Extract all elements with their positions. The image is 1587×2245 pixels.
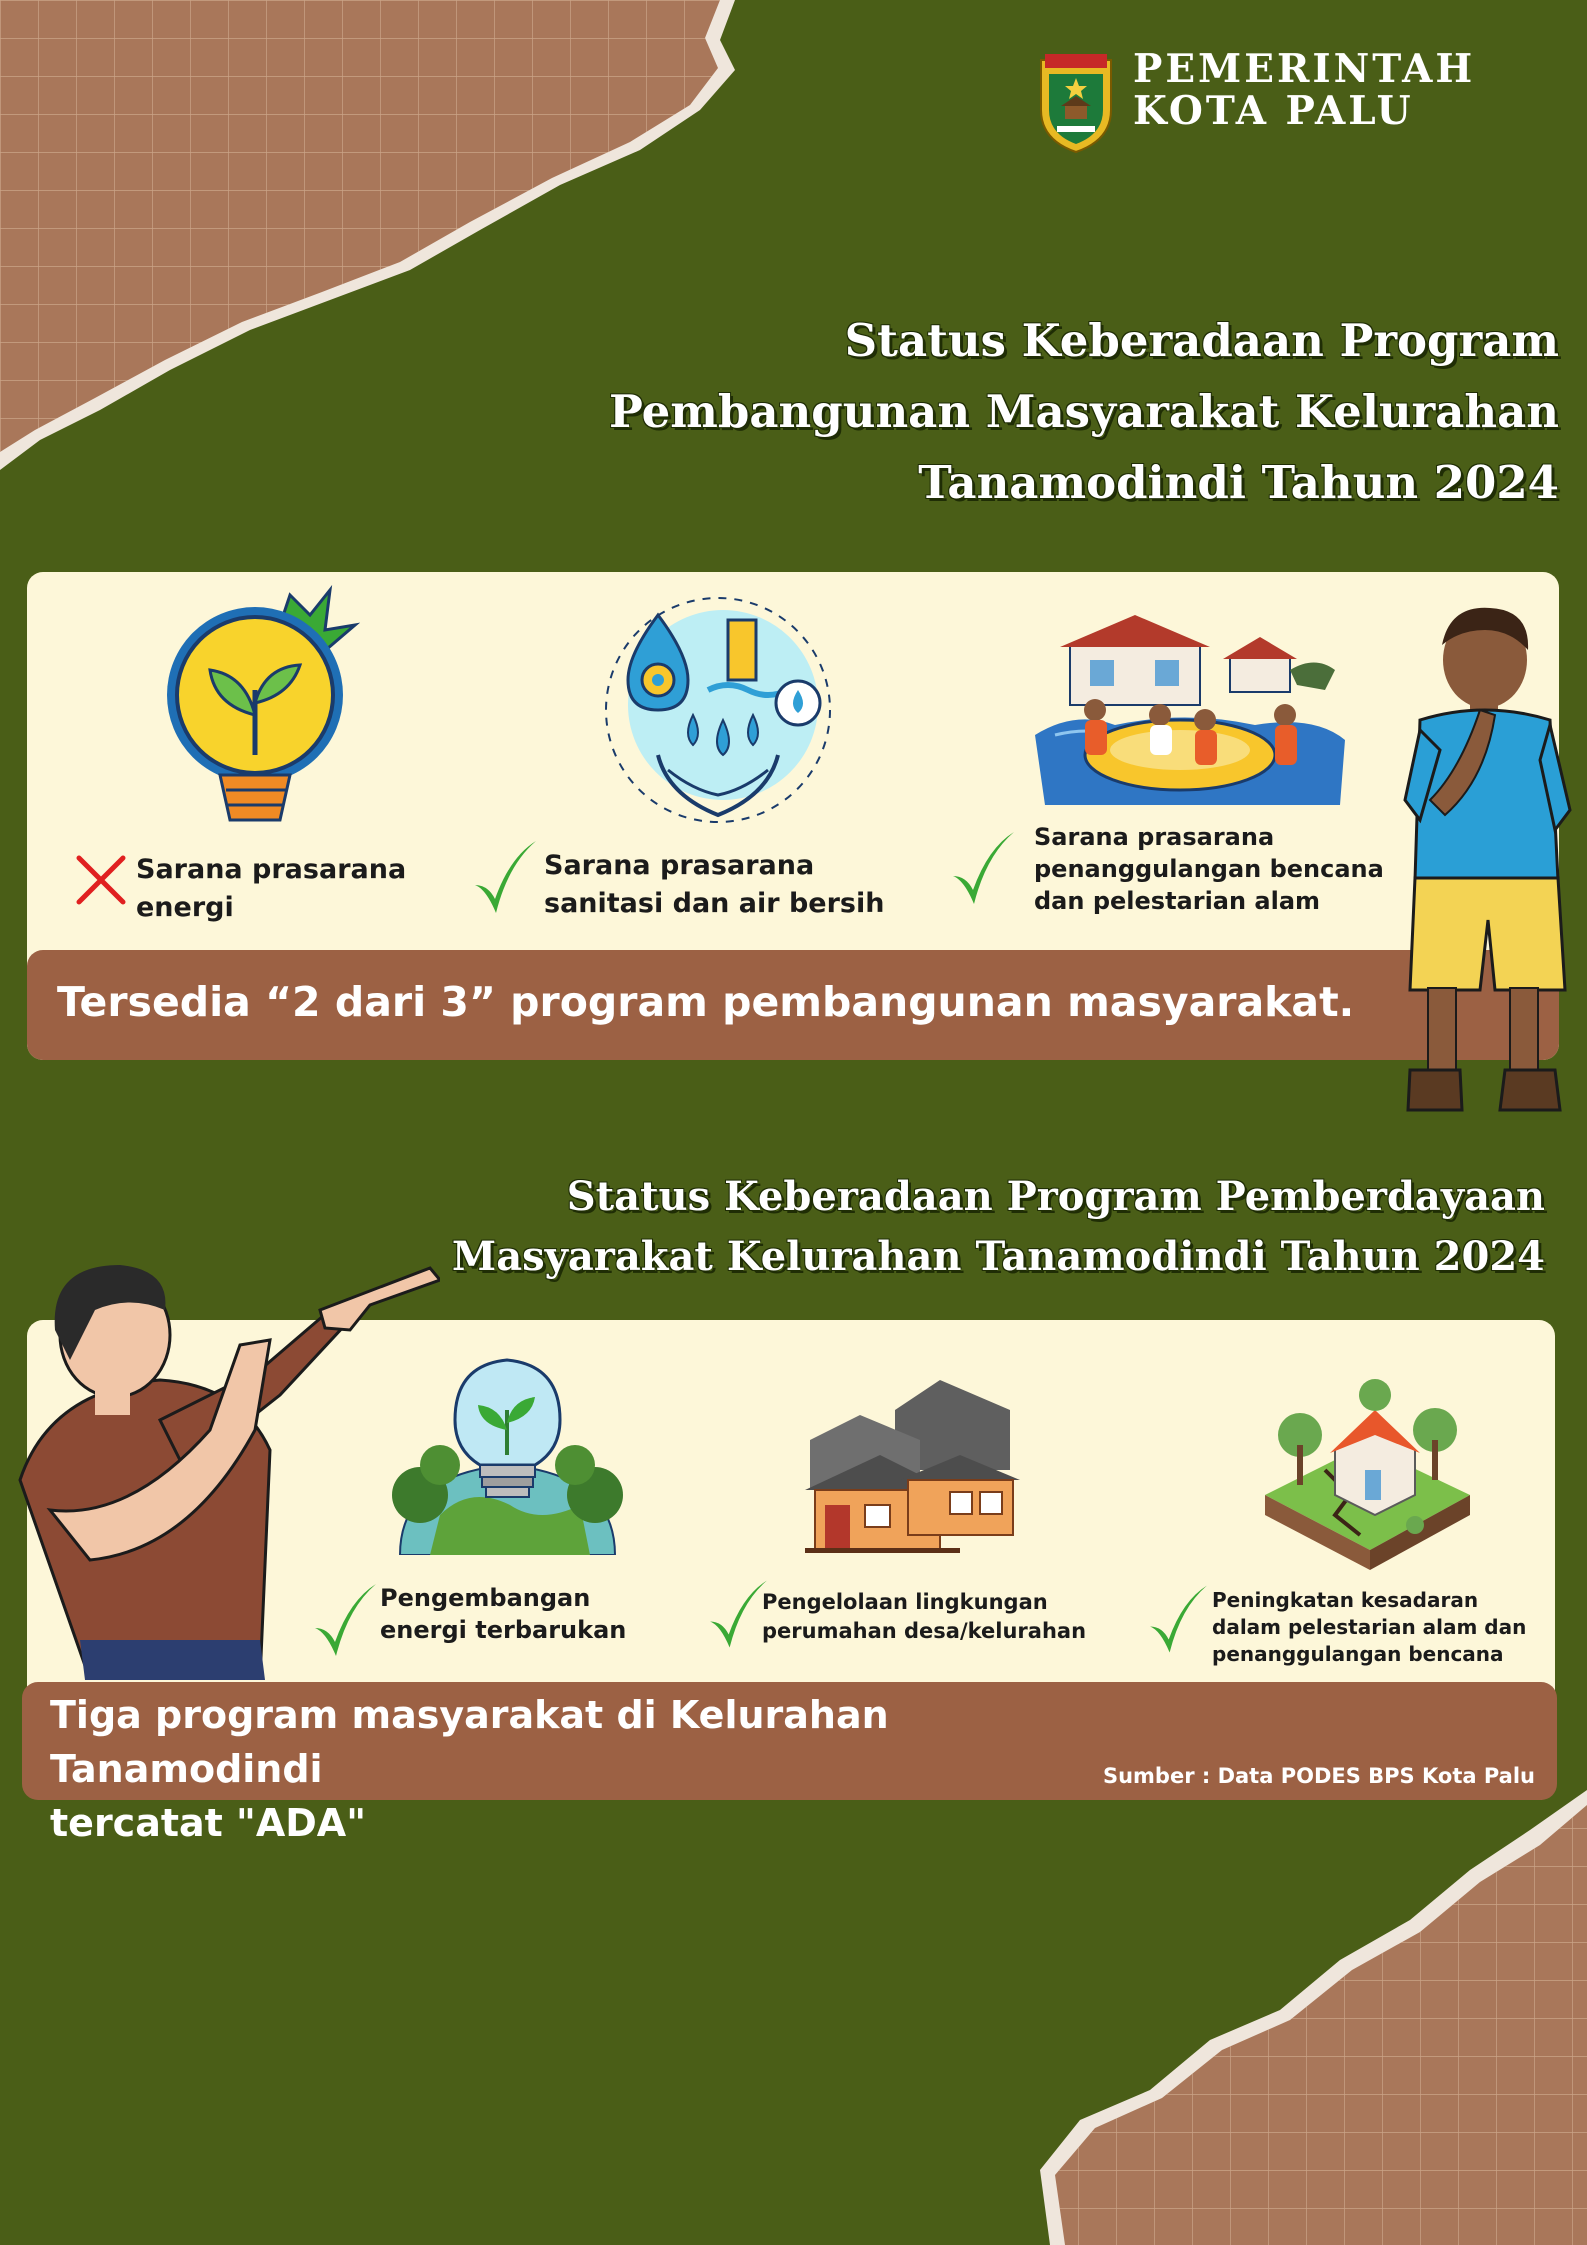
section2-summary-line1: Tiga program masyarakat di Kelurahan Tanamodindi (50, 1693, 889, 1791)
source-note: Sumber : Data PODES BPS Kota Palu (1102, 1764, 1535, 1788)
section1-title-line3: Tanamodindi Tahun 2024 (918, 456, 1559, 509)
s2-item3-line2: dalam pelestarian alam dan (1212, 1615, 1527, 1639)
lightbulb-sprout-icon (160, 585, 360, 845)
water-sanitation-icon (598, 595, 838, 830)
section1-summary: Tersedia “2 dari 3” program pembangunan masyarakat. (57, 978, 1355, 1026)
section1-summary-bar (27, 950, 1559, 1060)
flood-rescue-icon (1035, 615, 1345, 810)
section1-title (609, 305, 1559, 518)
s1-item2-line1: Sarana prasarana (544, 850, 815, 881)
cross-mark-icon (73, 852, 129, 908)
earthquake-house-icon (1265, 1375, 1470, 1570)
s2-item2-label (762, 1588, 1086, 1646)
s2-item2-line2: perumahan desa/kelurahan (762, 1619, 1087, 1643)
government-title-line1: PEMERINTAH (1133, 46, 1476, 92)
s2-item3-label (1212, 1587, 1526, 1668)
thinking-person-illustration (1400, 600, 1575, 1120)
s1-item1-line1: Sarana prasarana (136, 854, 407, 885)
s1-item1-line2: energi (136, 892, 234, 923)
check-mark-icon (470, 835, 540, 921)
s1-item3-line3: dan pelestarian alam (1034, 887, 1321, 915)
s2-item1-label (380, 1582, 626, 1646)
s2-item3-line1: Peningkatan kesadaran (1212, 1588, 1479, 1612)
s1-item3-label (1034, 821, 1384, 917)
kraft-paper-bottom-decoration (1040, 1790, 1587, 2245)
section1-title-line1: Status Keberadaan Program (844, 314, 1559, 367)
government-title-line2: KOTA PALU (1133, 88, 1414, 134)
s1-item3-line1: Sarana prasarana (1034, 823, 1275, 851)
section2-summary (50, 1688, 1150, 1850)
section1-title-line2: Pembangunan Masyarakat Kelurahan (609, 385, 1559, 438)
s1-item3-line2: penanggulangan bencana (1034, 855, 1384, 883)
government-title (1133, 48, 1475, 132)
green-energy-globe-icon (380, 1355, 635, 1555)
section2-title (452, 1167, 1545, 1287)
s2-item1-line2: energi terbarukan (380, 1616, 627, 1644)
s2-item1-line1: Pengembangan (380, 1584, 591, 1612)
section2-summary-line2: tercatat "ADA" (50, 1801, 367, 1845)
section2-summary-bar (22, 1682, 1557, 1845)
section2-title-line1: Status Keberadaan Program Pemberdayaan (566, 1173, 1545, 1220)
houses-icon (800, 1380, 1020, 1555)
s1-item2-label (544, 847, 884, 923)
section2-title-line2: Masyarakat Kelurahan Tanamodindi Tahun 2024 (451, 1233, 1545, 1280)
check-mark-icon (1145, 1580, 1211, 1660)
check-mark-icon (310, 1578, 380, 1664)
kota-palu-logo (1035, 50, 1117, 155)
s1-item1-label (136, 851, 406, 927)
s2-item3-line3: penanggulangan bencana (1212, 1642, 1504, 1666)
s2-item2-line1: Pengelolaan lingkungan (762, 1590, 1048, 1614)
s1-item2-line2: sanitasi dan air bersih (544, 888, 885, 919)
check-mark-icon (948, 826, 1018, 912)
